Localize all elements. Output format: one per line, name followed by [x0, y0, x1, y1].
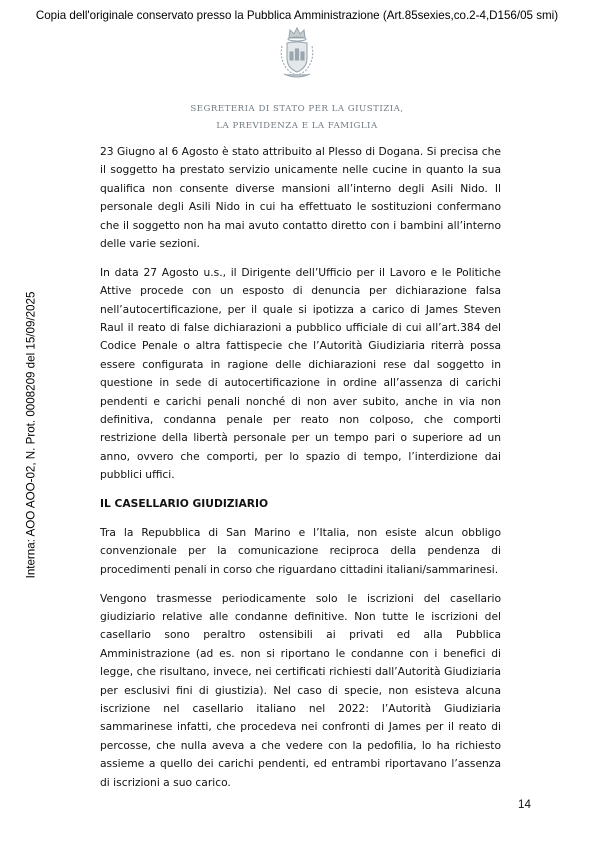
office-header	[0, 101, 594, 135]
paragraph-1: 23 Giugno al 6 Agosto è stato attribuito al Plesso di Dogana. Si precisa che il soggetto ha prestato servizio unicamente nelle cucine in quanto la sua qualifica non consente diverse mansioni all’interno degli Asili Nido. Il personale degli Asili Nido in cui ha effettuato le sostituzioni confermano che il soggetto non ha mai avuto contatto diretto con i bambini all’interno delle varie sezioni.	[100, 145, 501, 251]
paragraph-2: In data 27 Agosto u.s., il Dirigente dell’Ufficio per il Lavoro e le Politiche Attive procede con un esposto di denuncia per dichiarazione falsa nell’autocertificazione, per il quale si ipotizza a carico di James Steven Raul il reato di false dichiarazioni a pubblico ufficiale di cui all’art.384 del Codice Penale o altra fattispecie che l’Autorità Giudiziaria riterrà possa essere configurata in ragione delle dichiarazioni rese dal soggetto in questione in sede di autocertificazione in ordine all’assenza di carichi pendenti e carichi penali nonché di non aver subito, anche in via non definitiva, condanna penale per reato non colposo, che comporti restrizione della libertà personale per un tempo pari o superiore ad un anno, ovvero che comporti, per lo spazio di tempo, l’interdizione dai pubblici uffici.	[100, 265, 501, 482]
document-body	[100, 143, 501, 802]
office-header-line2: LA PREVIDENZA E LA FAMIGLIA	[216, 121, 378, 131]
paragraph-4: Vengono trasmesse periodicamente solo le iscrizioni del casellario giudiziario relative alle condanne definitive. Non tutte le iscrizioni del casellario sono peraltro ostensibili ai privati ed alla Pubblica Amministrazione (ad es. non si riportano le condanne con i benefici di legge, che risultano, invece, nei certificati richiesti dall’Autorità Giudiziaria per esclusivi fini di giustizia). Nel caso di specie, non esisteva alcuna iscrizione nel casellario italiano nel 2022: l’Autorità Giudiziaria sammarinese infatti, che procedeva nei confronti di James per il reato di percosse, che nulla aveva a che vedere con la pedofilia, lo ha richiesto assieme a quello dei carichi pendenti, ed entrambi riportavano l’assenza di iscrizioni a suo carico.	[100, 591, 501, 789]
conformity-stamp: Copia dell'originale conservato presso la Pubblica Amministrazione (Art.85sexies,co.2-4,D156/05 smi)	[35, 9, 559, 22]
protocol-stamp: Interna: AOO AOO-02, N. Prot. 0008209 del 15/09/2025	[24, 291, 38, 579]
office-header-line1: SEGRETERIA DI STATO PER LA GIUSTIZIA,	[190, 104, 404, 114]
coat-of-arms-logo	[276, 26, 318, 82]
page-number: 14	[518, 798, 531, 811]
paragraph-3: Tra la Repubblica di San Marino e l’Italia, non esiste alcun obbligo convenzionale per la comunicazione reciproca della pendenza di procedimenti penali in corso che riguardano cittadini italiani/sammarinesi.	[100, 525, 501, 576]
section-heading: IL CASELLARIO GIUDIZIARIO	[100, 497, 269, 511]
